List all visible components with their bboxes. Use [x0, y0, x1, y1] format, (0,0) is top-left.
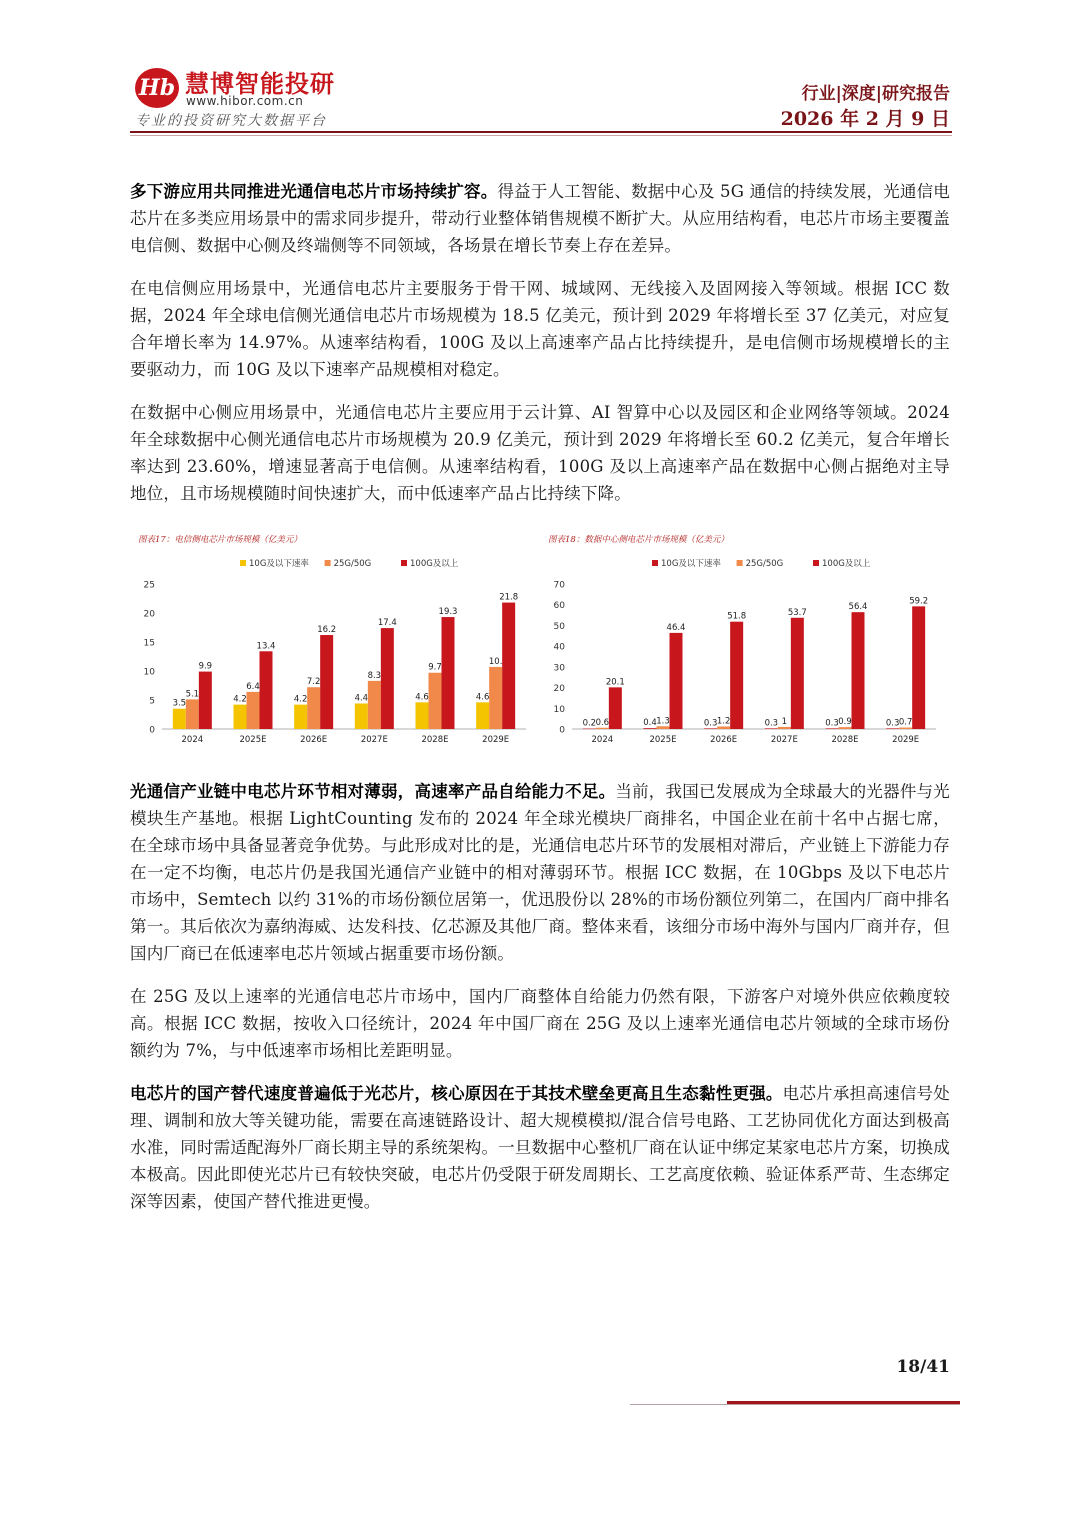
data-label: 6.4 — [246, 681, 260, 692]
data-label: 46.4 — [666, 622, 686, 633]
logo-url: www.hibor.com.cn — [186, 94, 304, 108]
x-tick-label: 2024 — [181, 735, 204, 745]
bar — [186, 699, 199, 729]
bar — [199, 672, 212, 729]
legend-swatch — [240, 560, 246, 566]
bar — [644, 728, 657, 729]
body-text-bottom — [130, 778, 950, 1231]
x-tick-label: 2025E — [649, 735, 677, 745]
data-label: 20.1 — [605, 677, 625, 688]
y-tick-label: 30 — [553, 663, 565, 674]
y-tick-label: 10 — [143, 667, 155, 678]
data-label: 9.7 — [428, 662, 442, 673]
data-label: 5.1 — [185, 689, 200, 700]
chart-svg — [540, 523, 948, 756]
paragraph-lead: 多下游应用共同推进光通信电芯片市场持续扩容。 — [130, 182, 498, 201]
paragraph-text: 在 25G 及以上速率的光通信电芯片市场中，国内厂商整体自给能力仍然有限，下游客户对境外供应依赖度较高。根据 ICC 数据，按收入口径统计，2024 年中国厂商在 25G 及以上速率光通信电芯片领域的全球市场份额约为 7%，与中低速率市场相比差距明显。 — [130, 987, 950, 1060]
y-tick-label: 20 — [143, 609, 155, 620]
bar — [778, 727, 791, 729]
legend-swatch — [813, 560, 819, 566]
data-label: 19.3 — [438, 607, 458, 618]
legend-swatch — [401, 560, 407, 566]
data-label: 4.6 — [415, 692, 429, 703]
bar — [839, 727, 852, 729]
data-label: 21.8 — [499, 592, 519, 603]
bar — [502, 603, 515, 729]
y-tick-label: 60 — [553, 601, 565, 612]
bar — [912, 606, 925, 729]
data-label: 7.2 — [306, 677, 321, 688]
data-label: 0.3 — [764, 718, 779, 729]
data-label: 0.3 — [825, 718, 839, 729]
bar — [657, 726, 670, 729]
header-divider — [130, 131, 952, 133]
report-tag: 行业|深度|研究报告 — [801, 84, 950, 104]
chart-datacenter — [540, 523, 948, 756]
paragraph-text: 得益于人工智能、数据中心及 5G 通信的持续发展，光通信电芯片在多类应用场景中的需求同步提升，带动行业整体销售规模不断扩大。从应用结构看，电芯片市场主要覆盖电信侧、数据中心侧及终端侧等不同领域，各场景在增长节奏上存在差异。 — [130, 182, 951, 255]
data-label: 8.3 — [367, 670, 382, 681]
bar — [826, 728, 839, 729]
y-tick-label: 0 — [149, 725, 155, 736]
x-tick-label: 2024 — [591, 735, 614, 745]
paragraph — [130, 399, 950, 507]
data-label: 3.5 — [172, 698, 187, 709]
bar — [596, 728, 609, 729]
data-label: 59.2 — [909, 596, 929, 607]
x-tick-label: 2026E — [710, 735, 738, 745]
bar — [260, 651, 273, 729]
data-label: 1.3 — [656, 716, 670, 727]
data-label: 13.4 — [256, 641, 276, 652]
y-tick-label: 5 — [149, 696, 155, 707]
page-header — [0, 0, 1080, 140]
bar — [730, 622, 743, 729]
bar — [489, 667, 502, 729]
logo-slogan: 专业的投资研究大数据平台 — [135, 113, 327, 129]
y-tick-label: 25 — [143, 580, 155, 591]
data-label: 1.2 — [716, 716, 731, 727]
paragraph — [130, 778, 950, 967]
bar — [583, 729, 596, 730]
paragraph — [130, 983, 950, 1064]
logo-name: 慧博智能投研 — [185, 70, 335, 98]
data-label: 0.7 — [898, 717, 913, 728]
data-label: 4.6 — [475, 692, 490, 703]
x-tick-label: 2025E — [239, 735, 267, 745]
bar — [442, 617, 455, 729]
y-tick-label: 40 — [553, 642, 565, 653]
data-label: 0.3 — [885, 718, 900, 729]
bar — [765, 728, 778, 729]
data-label: 51.8 — [727, 611, 747, 622]
x-tick-label: 2027E — [770, 735, 798, 745]
y-tick-label: 10 — [553, 704, 565, 715]
data-label: 1 — [781, 716, 788, 727]
footer-divider — [630, 1404, 960, 1405]
bar — [852, 612, 865, 729]
y-tick-label: 15 — [143, 638, 155, 649]
data-label: 17.4 — [377, 618, 397, 629]
paragraph — [130, 178, 950, 259]
bar — [429, 673, 442, 729]
legend-swatch — [652, 560, 658, 566]
y-tick-label: 50 — [553, 621, 565, 632]
bar — [173, 709, 186, 729]
y-tick-label: 0 — [559, 725, 565, 736]
bar — [381, 628, 394, 729]
x-tick-label: 2029E — [892, 735, 920, 745]
paragraph-text: 在数据中心侧应用场景中，光通信电芯片主要应用于云计算、AI 智算中心以及园区和企业网络等领域。2024 年全球数据中心侧光通信电芯片市场规模为 20.9 亿美元，预计到 2029 年将增长至 60.2 亿美元，复合年增长率达到 23.60%，增速显著高于电信侧。从速率结构看，100G 及以上高速率产品在数据中心侧占据绝对主导地位，且市场规模随时间快速扩大，而中低速率产品占比持续下降。 — [130, 403, 950, 503]
legend-label: 100G及以上 — [822, 559, 871, 569]
data-label: 0.3 — [703, 718, 718, 729]
chart-title: 图表18：数据中心侧电芯片市场规模（亿美元） — [548, 535, 729, 545]
chart-svg — [130, 523, 538, 756]
chart-title: 图表17：电信侧电芯片市场规模（亿美元） — [138, 535, 302, 545]
legend-label: 10G及以下速率 — [661, 559, 721, 569]
data-label: 16.2 — [317, 625, 337, 636]
data-label: 10. — [488, 656, 503, 667]
x-tick-label: 2027E — [360, 735, 388, 745]
bar — [416, 702, 429, 729]
legend-swatch — [737, 560, 743, 566]
paragraph-text: 电芯片承担高速信号处理、调制和放大等关键功能，需要在高速链路设计、超大规模模拟/混合信号电路、工艺协同优化方面达到极高水准，同时需适配海外厂商长期主导的系统架构。一旦数据中心整机厂商在认证中绑定某家电芯片方案，切换成本极高。因此即使光芯片已有较快突破，电芯片仍受限于研发周期长、工艺高度依赖、验证体系严苛、生态绑定深等因素，使国产替代推进更慢。 — [130, 1084, 950, 1211]
footer-accent-bar — [727, 1401, 960, 1404]
page-number: 18/41 — [896, 1357, 950, 1377]
bar — [234, 705, 247, 729]
bar — [899, 728, 912, 729]
data-label: 4.2 — [233, 694, 247, 705]
legend-label: 100G及以上 — [410, 559, 459, 569]
y-tick-label: 20 — [553, 684, 565, 695]
data-label: 0.4 — [643, 718, 657, 729]
paragraph-lead: 光通信产业链中电芯片环节相对薄弱，高速率产品自给能力不足。 — [130, 782, 616, 801]
report-date: 2026 年 2 月 9 日 — [780, 108, 950, 130]
bar — [609, 687, 622, 729]
bar — [791, 618, 804, 729]
paragraph — [130, 275, 950, 383]
bar — [307, 687, 320, 729]
legend-label: 25G/50G — [333, 559, 372, 569]
chart-telecom — [130, 523, 538, 756]
data-label: 53.7 — [787, 607, 807, 618]
paragraph — [130, 1080, 950, 1215]
x-tick-label: 2028E — [421, 735, 449, 745]
data-label: 56.4 — [848, 602, 868, 613]
bar — [717, 727, 730, 729]
legend-swatch — [325, 560, 331, 566]
data-label: 0.6 — [595, 717, 610, 728]
legend-label: 10G及以下速率 — [249, 559, 309, 569]
body-text-top — [130, 178, 950, 523]
bar — [670, 633, 683, 729]
bar — [704, 728, 717, 729]
bar — [320, 635, 333, 729]
charts-row — [130, 523, 955, 756]
paragraph-text: 在电信侧应用场景中，光通信电芯片主要服务于骨干网、城域网、无线接入及固网接入等领域。根据 ICC 数据，2024 年全球电信侧光通信电芯片市场规模为 18.5 亿美元，预计到 2029 年将增长至 37 亿美元，对应复合年增长率为 14.97%。从速率结构看，100G 及以上高速率产品占比持续提升，是电信侧市场规模增长的主要驱动力，而 10G 及以下速率产品规模相对稳定。 — [130, 279, 950, 379]
bar — [247, 692, 260, 729]
paragraph-text: 当前，我国已发展成为全球最大的光器件与光模块生产基地。根据 LightCounting 发布的 2024 年全球光模块厂商排名，中国企业在前十名中占据七席，在全球市场中具备显著竞争优势。与此形成对比的是，光通信电芯片环节的发展相对滞后，产业链上下游能力存在一定不均衡，电芯片仍是我国光通信产业链中的相对薄弱环节。根据 ICC 数据，在 10Gbps 及以下电芯片市场中，Semtech 以约 31%的市场份额位居第一，优迅股份以 28%的市场份额位列第二，在国内厂商中排名第一。其后依次为嘉纳海威、达发科技、亿芯源及其他厂商。整体来看，该细分市场中海外与国内厂商并存，但国内厂商已在低速率电芯片领域占据重要市场份额。 — [130, 782, 950, 963]
bar — [476, 702, 489, 729]
x-tick-label: 2029E — [482, 735, 510, 745]
y-tick-label: 70 — [553, 580, 565, 591]
data-label: 0.9 — [838, 717, 852, 728]
paragraph-lead: 电芯片的国产替代速度普遍低于光芯片，核心原因在于其技术壁垒更高且生态黏性更强。 — [130, 1084, 783, 1103]
header-divider-thin — [130, 135, 952, 136]
legend-label: 25G/50G — [745, 559, 784, 569]
data-label: 9.9 — [198, 661, 213, 672]
hibor-logo-icon: Hb — [135, 68, 179, 108]
bar — [368, 681, 381, 729]
data-label: 4.2 — [293, 694, 308, 705]
data-label: 0.2 — [582, 718, 597, 729]
bar — [886, 728, 899, 729]
x-tick-label: 2028E — [831, 735, 859, 745]
bar — [355, 703, 368, 729]
data-label: 4.4 — [354, 693, 369, 704]
x-tick-label: 2026E — [300, 735, 328, 745]
bar — [294, 705, 307, 729]
